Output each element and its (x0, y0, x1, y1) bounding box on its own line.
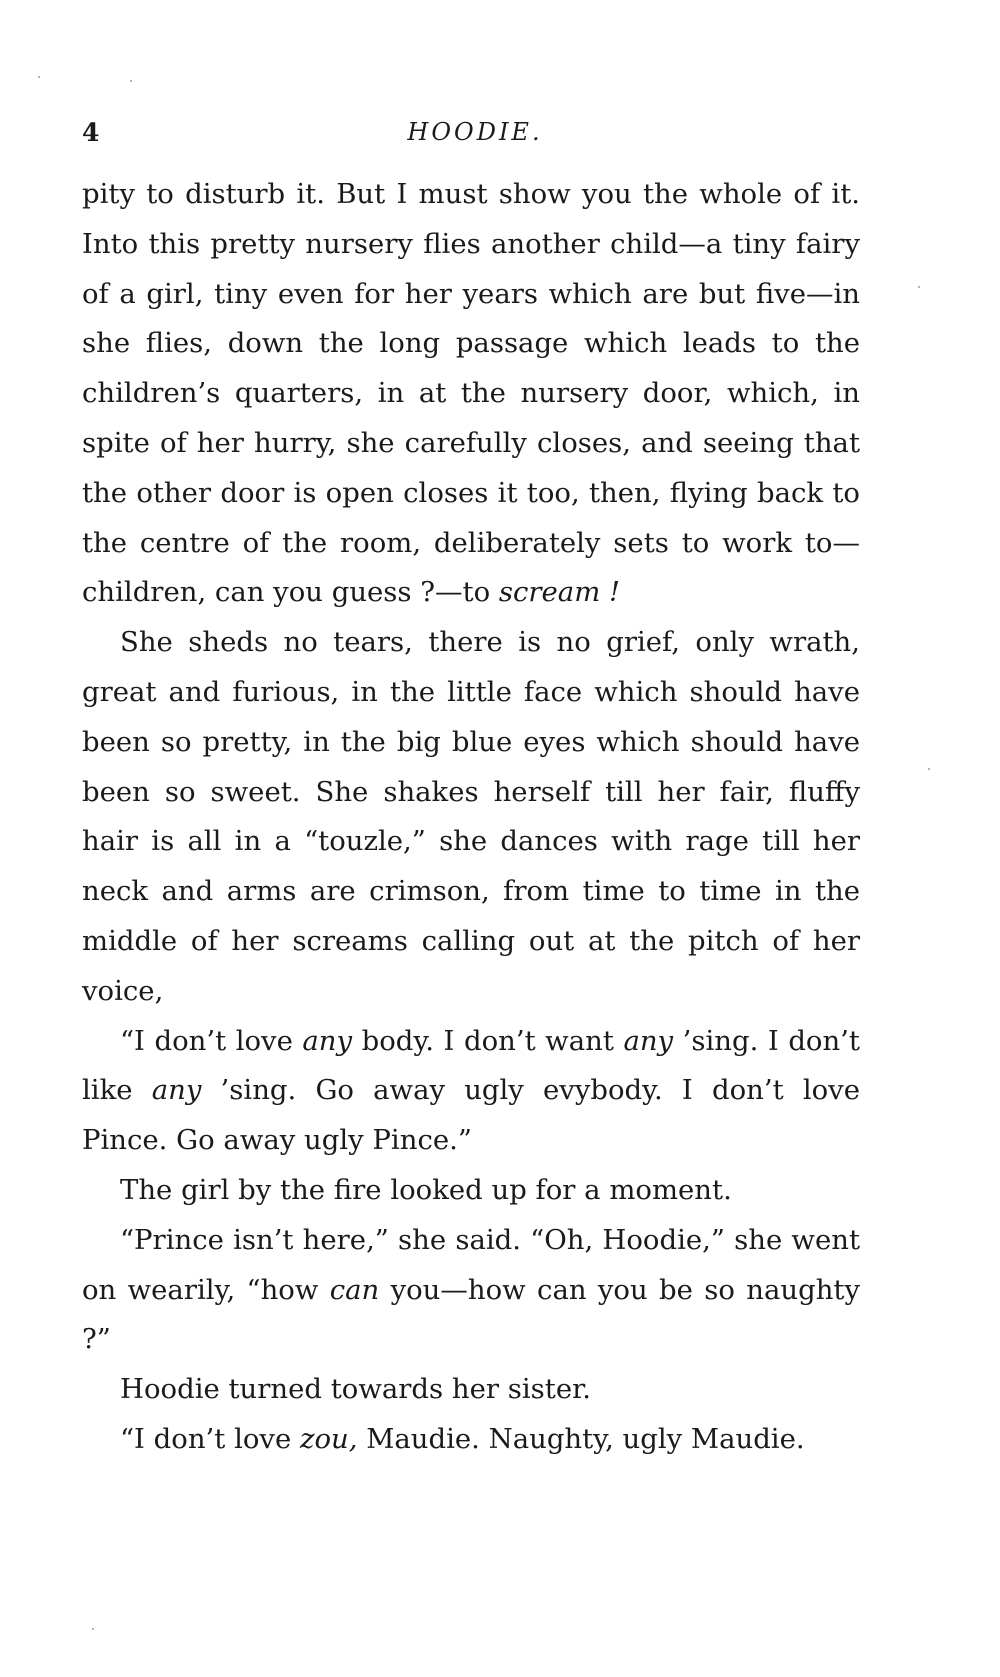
paragraph (82, 1365, 860, 1415)
paragraph (82, 1216, 860, 1365)
text-run: Maudie. Naughty, ugly Maudie. (357, 1422, 805, 1455)
text-run: “I don’t love (120, 1422, 300, 1455)
paragraph (82, 618, 860, 1016)
page-header (82, 118, 868, 158)
text-run: ’sing. Go away ugly evybody. I don’t love Pince. Go away ugly Pince.” (82, 1074, 860, 1157)
text-run: The girl by the fire looked up for a moment. (120, 1173, 732, 1206)
paragraph (82, 170, 860, 618)
text-run: you—how can you be so naughty ?” (82, 1273, 860, 1356)
italic-text: can (329, 1273, 380, 1306)
text-run: body. I don’t want (352, 1024, 624, 1057)
paper-speck (918, 286, 920, 288)
italic-text: scream ! (498, 576, 621, 609)
paragraph (82, 1166, 860, 1216)
text-run: She sheds no tears, there is no grief, only wrath, great and furious, in the little face which should have been so pretty, in the big blue eyes which should have been so sweet. She shakes herself till her fair, fluffy hair is all in a “touzle,” she dances with rage till her neck and arms are crimson, from time to time in the middle of her screams calling out at the pitch of her voice, (82, 626, 860, 1007)
italic-text: any (302, 1024, 353, 1057)
paragraph (82, 1017, 860, 1166)
italic-text: any (151, 1074, 202, 1107)
text-run: “I don’t love (120, 1024, 303, 1057)
body-text (82, 170, 860, 1465)
paragraph (82, 1415, 860, 1465)
italic-text: zou, (299, 1422, 358, 1455)
text-run: ’sing. I don’t like (82, 1024, 860, 1107)
page-number: 4 (82, 118, 100, 147)
italic-text: any (623, 1024, 674, 1057)
running-title: HOODIE. (407, 118, 543, 146)
paper-speck (130, 80, 132, 82)
paper-speck (92, 1628, 94, 1630)
text-run: “Prince isn’t here,” she said. “Oh, Hoodie,” she went on wearily, “how (82, 1223, 860, 1306)
paper-speck (38, 76, 40, 78)
text-run: pity to disturb it. But I must show you the whole of it. Into this pretty nursery flies another child—a tiny fairy of a girl, tiny even for her years which are but five—in she flies, down the long passage which leads to the children’s quarters, in at the nursery door, which, in spite of her hurry, she carefully closes, and seeing that the other door is open closes it too, then, flying back to the centre of the room, deliberately sets to work to—children, can you guess ?—to (82, 178, 860, 609)
paper-speck (928, 768, 930, 770)
text-run: Hoodie turned towards her sister. (120, 1373, 591, 1406)
